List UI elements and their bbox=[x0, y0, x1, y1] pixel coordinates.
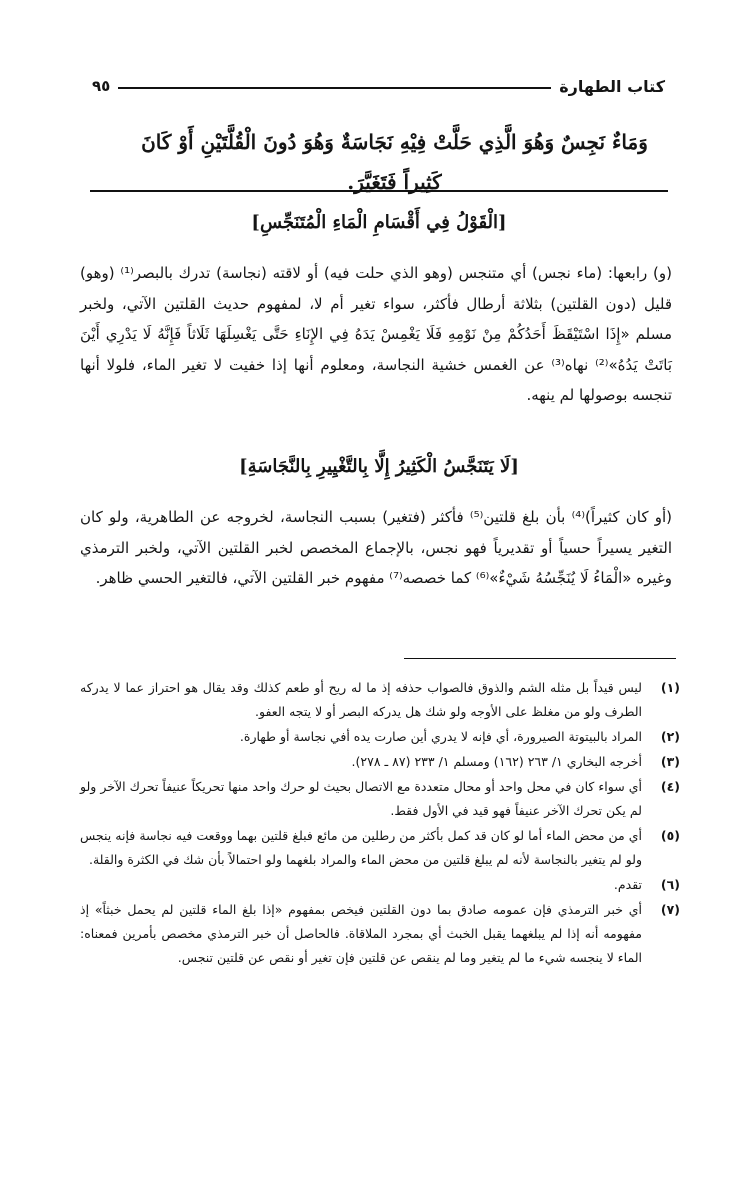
footnote-text: أي سواء كان في محل واحد أو محال متعددة مع الاتصال بحيث لو حرك واحد منها تحريكاً عنيفاً تحرك الآخر ولو لم يكن تحرك الآخر عنيفاً فهو قيد في الأول فقط. bbox=[80, 779, 642, 818]
footnote-number: (٢) bbox=[660, 729, 680, 744]
section-heading-impure-water: [الْقَوْلُ فِي أَقْسَامِ الْمَاءِ الْمُتَنَجِّسِ] bbox=[251, 212, 507, 233]
footnotes bbox=[80, 676, 680, 971]
footnote bbox=[80, 873, 680, 897]
footnote-number: (٤) bbox=[660, 779, 680, 794]
footnote-number: (٦) bbox=[660, 877, 680, 892]
book-title: كتاب الطهارة bbox=[559, 76, 665, 96]
footnote bbox=[80, 824, 680, 872]
footnote-number: (٥) bbox=[660, 828, 680, 843]
footnote-number: (٧) bbox=[660, 902, 680, 917]
footnote-number: (٣) bbox=[660, 754, 680, 769]
footnote bbox=[80, 898, 680, 970]
section-paragraph-impure-water: (و) رابعها: (ماء نجس) أي متنجس (وهو الذي حلت فيه) أو لاقته (نجاسة) تدرك بالبصر⁽¹⁾ (وهو) قليل (دون القلتين) بثلاثة أرطال فأكثر، سواء تغير أم لا، لمفهوم حديث القلتين الآتي، ولخبر مسلم «إِذَا اسْتَيْقَظَ أَحَدُكُمْ مِنْ نَوْمِهِ فَلَا يَغْمِسْ يَدَهُ فِي الإِنَاءِ حَتَّى يَغْسِلَهَا ثَلَاثاً فَإِنَّهُ لَا يَدْرِي أَيْنَ بَاتَتْ يَدُهُ»⁽²⁾ نهاه⁽³⁾ عن الغمس خشية النجاسة، ومعلوم أنها إذا خفيت لا تغير الماء، فلولا أنها تنجسه بوصولها لم ينهه. bbox=[80, 264, 673, 404]
section-heading-large-water: [لَا يَتَنَجَّسُ الْكَثِيرُ إِلَّا بِالتَّغْيِيرِ بِالنَّجَاسَةِ] bbox=[239, 456, 519, 477]
footnote-separator bbox=[404, 658, 676, 659]
matn-text: وَمَاءٌ نَجِسٌ وَهُوَ الَّذِي حَلَّتْ فِيْهِ نَجَاسَةٌ وَهُوَ دُونَ الْقُلَّتَيْنِ أَوْ كَانَ كَثِيراً فَتَغَيَّرَ. bbox=[141, 130, 648, 194]
section-paragraph-large-water: (أو كان كثيراً)⁽⁴⁾ بأن بلغ قلتين⁽⁵⁾ فأكثر (فتغير) بسبب النجاسة، لخروجه عن الطاهرية، ولو كان التغير يسيراً حسياً أو تقديرياً فهو نجس، بالإجماع المخصص لخبر القلتين الآتي، ولخبر الترمذي وغيره «الْمَاءُ لَا يُنَجِّسُهُ شَيْءٌ»⁽⁶⁾ كما خصصه⁽⁷⁾ مفهوم خبر القلتين الآتي، فالتغير الحسي ظاهر. bbox=[80, 508, 673, 587]
matn-separator bbox=[90, 190, 668, 192]
footnote bbox=[80, 725, 680, 749]
footnote-text: أي من محض الماء أما لو كان قد كمل بأكثر من رطلين من مائع فبلغ قلتين بهما ووقعت فيه نجاسة فإنه ينجس ولو لم يتغير بالنجاسة لأنه لم يبلغ قلتين من محض الماء والمراد بلغهما ولو احتمالاً بأن شك في الكثرة والقلة. bbox=[80, 828, 642, 867]
footnote bbox=[80, 750, 680, 774]
footnote-number: (١) bbox=[660, 680, 680, 695]
header-rule bbox=[118, 87, 551, 89]
footnote-text: أي خبر الترمذي فإن عمومه صادق بما دون القلتين فيخص بمفهوم «إذا بلغ الماء قلتين لم يحمل خبثاً» إذ مفهومه أنه إذا لم يبلغهما يقبل الخبث أي بمجرد الملاقاة. فالحاصل أن خبر الترمذي مخصص بأمرين فمعناه: الماء لا ينجسه شيء ما لم يتغير وما لم ينقص عن قلتين فإن تغير أو نقص عن قلتين تنجس. bbox=[80, 902, 642, 965]
footnote-text: أخرجه البخاري ١/ ٢٦٣ (١٦٢) ومسلم ١/ ٢٣٣ (٨٧ ـ ٢٧٨). bbox=[351, 754, 642, 769]
footnote bbox=[80, 775, 680, 823]
footnote-text: تقدم. bbox=[613, 877, 642, 892]
page-header bbox=[92, 74, 665, 98]
footnote-text: ليس قيداً بل مثله الشم والذوق فالصواب حذفه إذ ما له ريح أو طعم كذلك وقد يقال هو احتراز عما لا يدركه الطرف ولو من مغلظ على الأوجه ولو شك هل يدركه البصر أو لا يتجه العفو. bbox=[80, 680, 642, 719]
footnote-text: المراد بالبيتوتة الصيرورة، أي فإنه لا يدري أين صارت يده أفي نجاسة أو طهارة. bbox=[239, 729, 642, 744]
page-number: ٩٥ bbox=[92, 77, 111, 95]
footnote bbox=[80, 676, 680, 724]
